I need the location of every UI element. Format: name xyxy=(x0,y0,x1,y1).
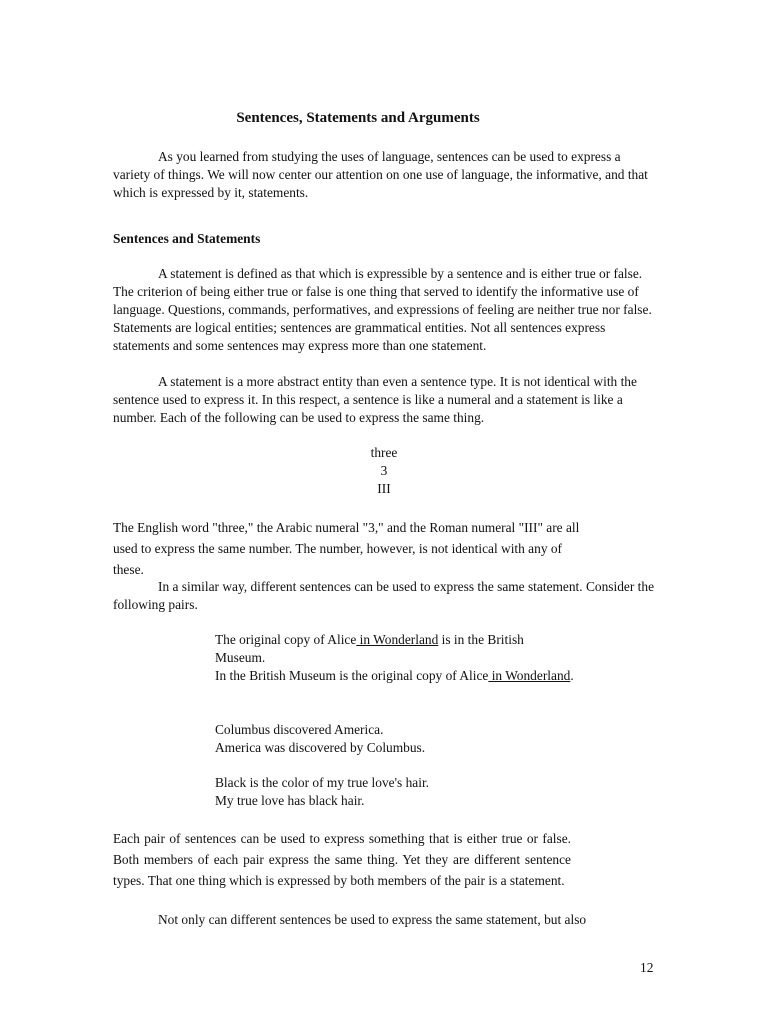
sentence-pair-2 xyxy=(215,721,575,757)
numeral-word: three xyxy=(370,445,398,460)
intro-paragraph: As you learned from studying the uses of language, sentences can be used to express a variety of things. We will now center our attention on one use of language, the informative, and that which is expressed by it, statements. xyxy=(113,149,648,200)
numeral-arabic: 3 xyxy=(380,463,388,478)
abstract-entity-paragraph: A statement is a more abstract entity than even a sentence type. It is not identical with the sentence used to express it. In this respect, a sentence is like a numeral and a statement is like a number. Each of the following can be used to express the same thing. xyxy=(113,374,637,425)
continuation-paragraph: Not only can different sentences be used to express the same statement, but also xyxy=(158,912,587,927)
pair-3-sentence-b: My true love has black hair. xyxy=(215,793,365,808)
similar-way-paragraph: In a similar way, different sentences can be used to express the same statement. Consider the following pairs. xyxy=(113,579,655,612)
numeral-explanation-paragraph: The English word "three," the Arabic numeral "3," and the Roman numeral "III" are all used to express the same number. The number, however, is not identical with any of these. xyxy=(113,520,580,577)
page-title: Sentences, Statements and Arguments xyxy=(236,110,480,126)
sentence-pair-3 xyxy=(215,774,575,810)
page-number: 12 xyxy=(640,960,654,975)
numeral-roman: III xyxy=(377,481,391,496)
numeral-examples xyxy=(340,444,428,498)
sentence-pair-1 xyxy=(215,631,575,685)
statement-definition-paragraph: A statement is defined as that which is expressible by a sentence and is either true or false. The criterion of being either true or false is one thing that served to identify the informative use of language. Questions, commands, performatives, and expressions of feeling are neither true nor false. Statements are logical entities; sentences are grammatical entities. Not all sentences express statements and some sentences may express more than one statement. xyxy=(113,266,652,353)
pair-1-sentence-a: The original copy of Alice in Wonderland is in the British Museum. xyxy=(215,632,524,665)
section-heading: Sentences and Statements xyxy=(113,231,261,246)
pair-2-sentence-b: America was discovered by Columbus. xyxy=(215,740,426,755)
pair-3-sentence-a: Black is the color of my true love's hair. xyxy=(215,775,430,790)
pair-2-sentence-a: Columbus discovered America. xyxy=(215,722,384,737)
pair-1-sentence-b: In the British Museum is the original copy of Alice in Wonderland. xyxy=(215,668,574,683)
pair-explanation-paragraph: Each pair of sentences can be used to express something that is either true or false. Both members of each pair express the same thing. Yet they are different sentence types. That one thing which is expressed by both members of the pair is a statement. xyxy=(113,831,571,888)
